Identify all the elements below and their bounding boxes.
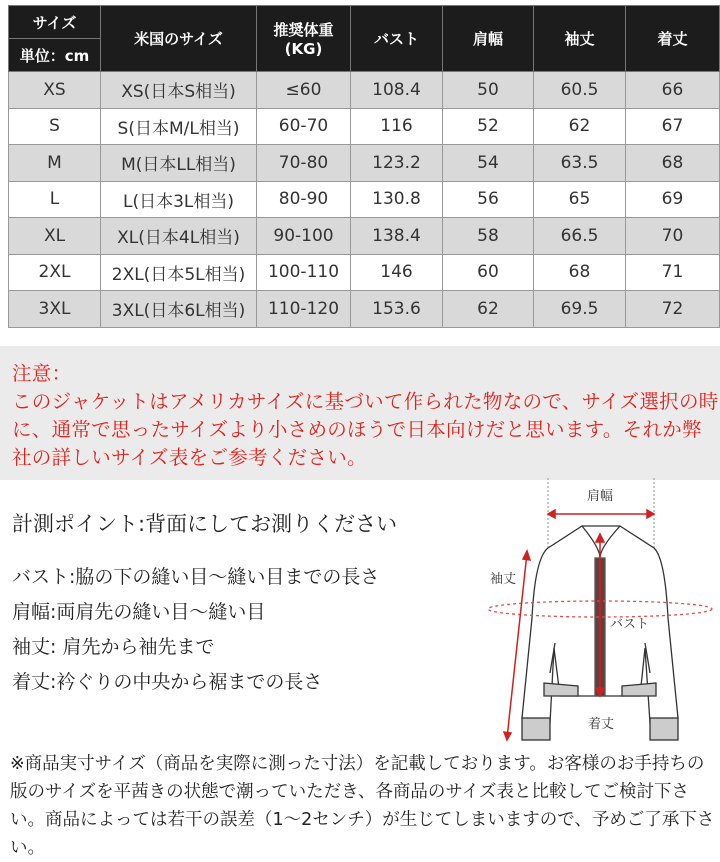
table-cell: 56 <box>443 181 534 218</box>
table-cell: 68 <box>534 254 626 291</box>
table-cell: 3XL <box>9 291 101 328</box>
table-cell: 146 <box>351 254 443 291</box>
table-cell: 116 <box>351 108 443 145</box>
table-cell: L(日本3L相当) <box>101 181 257 218</box>
table-row <box>9 291 720 328</box>
jacket-diagram <box>480 478 720 750</box>
table-cell: 50 <box>443 72 534 109</box>
table-cell: S(日本M/L相当) <box>101 108 257 145</box>
table-cell: 62 <box>534 108 626 145</box>
table-row <box>9 145 720 182</box>
header-bust: バスト <box>351 6 443 72</box>
table-cell: 58 <box>443 218 534 255</box>
table-row <box>9 181 720 218</box>
table-row <box>9 72 720 109</box>
table-cell: 66 <box>626 72 720 109</box>
table-cell: 63.5 <box>534 145 626 182</box>
measurement-guide <box>12 508 397 700</box>
table-cell: 2XL(日本5L相当) <box>101 254 257 291</box>
table-cell: 108.4 <box>351 72 443 109</box>
label-sleeve: 袖丈 <box>490 572 517 587</box>
table-cell: XS <box>9 72 101 109</box>
label-length: 着丈 <box>588 717 615 732</box>
table-cell: 52 <box>443 108 534 145</box>
table-cell: 70-80 <box>257 145 351 182</box>
table-cell: 130.8 <box>351 181 443 218</box>
table-cell: 123.2 <box>351 145 443 182</box>
header-size: サイズ <box>9 6 101 39</box>
table-cell: 2XL <box>9 254 101 291</box>
table-cell: 67 <box>626 108 720 145</box>
measure-shoulder: 肩幅:両肩先の縫い目〜縫い目 <box>12 601 266 623</box>
table-cell: 68 <box>626 145 720 182</box>
table-cell: L <box>9 181 101 218</box>
caution-body: このジャケットはアメリカサイズに基づいて作られた物なので、サイズ選択の時に、通常で思ったサイズより小さめのほうで日本向けだと思います。それか弊社の詳しいサイズ表をご参考ください。 <box>12 390 719 469</box>
measurement-title: 計測ポイント:背面にしてお測りください <box>12 512 398 536</box>
table-cell: 69 <box>626 181 720 218</box>
header-unit: 単位：cm <box>9 39 101 72</box>
table-cell: XL(日本4L相当) <box>101 218 257 255</box>
table-cell: XS(日本S相当) <box>101 72 257 109</box>
table-cell: 69.5 <box>534 291 626 328</box>
label-bust: バスト <box>610 617 650 632</box>
table-cell: 71 <box>626 254 720 291</box>
table-cell: XL <box>9 218 101 255</box>
table-cell: ≤60 <box>257 72 351 109</box>
table-cell: M <box>9 145 101 182</box>
size-table <box>8 5 720 328</box>
table-cell: 3XL(日本6L相当) <box>101 291 257 328</box>
table-cell: 80-90 <box>257 181 351 218</box>
table-cell: 90-100 <box>257 218 351 255</box>
label-shoulder: 肩幅 <box>586 489 614 504</box>
table-cell: 153.6 <box>351 291 443 328</box>
header-length: 着丈 <box>626 6 720 72</box>
table-cell: 62 <box>443 291 534 328</box>
table-cell: 60-70 <box>257 108 351 145</box>
header-shoulder: 肩幅 <box>443 6 534 72</box>
table-cell: 54 <box>443 145 534 182</box>
table-cell: 65 <box>534 181 626 218</box>
table-cell: 72 <box>626 291 720 328</box>
table-row <box>9 254 720 291</box>
table-cell: M(日本LL相当) <box>101 145 257 182</box>
table-row <box>9 218 720 255</box>
table-cell: 70 <box>626 218 720 255</box>
table-cell: 100-110 <box>257 254 351 291</box>
measure-bust: バスト:脇の下の縫い目〜縫い目までの長さ <box>12 566 380 588</box>
header-sleeve: 袖丈 <box>534 6 626 72</box>
caution-note <box>0 346 720 480</box>
measure-length: 着丈:衿ぐりの中央から裾までの長さ <box>12 671 323 693</box>
footer-note: ※商品実寸サイズ（商品を実際に測った寸法）を記載しております。お客様のお手持ちの版のサイズを平茜きの状態で潮っていただき、各商品のサイズ表と比較してご検討下さい。商品によっては若干の誤差（1〜2センチ）が生じてしまいますので、予めご了承下さい。 <box>10 754 715 858</box>
table-cell: 110-120 <box>257 291 351 328</box>
caution-title: 注意： <box>12 362 72 385</box>
header-weight: 推奨体重 (KG) <box>257 6 351 72</box>
header-us-size: 米国のサイズ <box>101 6 257 72</box>
table-cell: 60 <box>443 254 534 291</box>
table-cell: S <box>9 108 101 145</box>
measure-sleeve: 袖丈: 肩先から袖先まで <box>12 636 215 658</box>
table-cell: 60.5 <box>534 72 626 109</box>
table-cell: 138.4 <box>351 218 443 255</box>
table-row <box>9 108 720 145</box>
table-cell: 66.5 <box>534 218 626 255</box>
